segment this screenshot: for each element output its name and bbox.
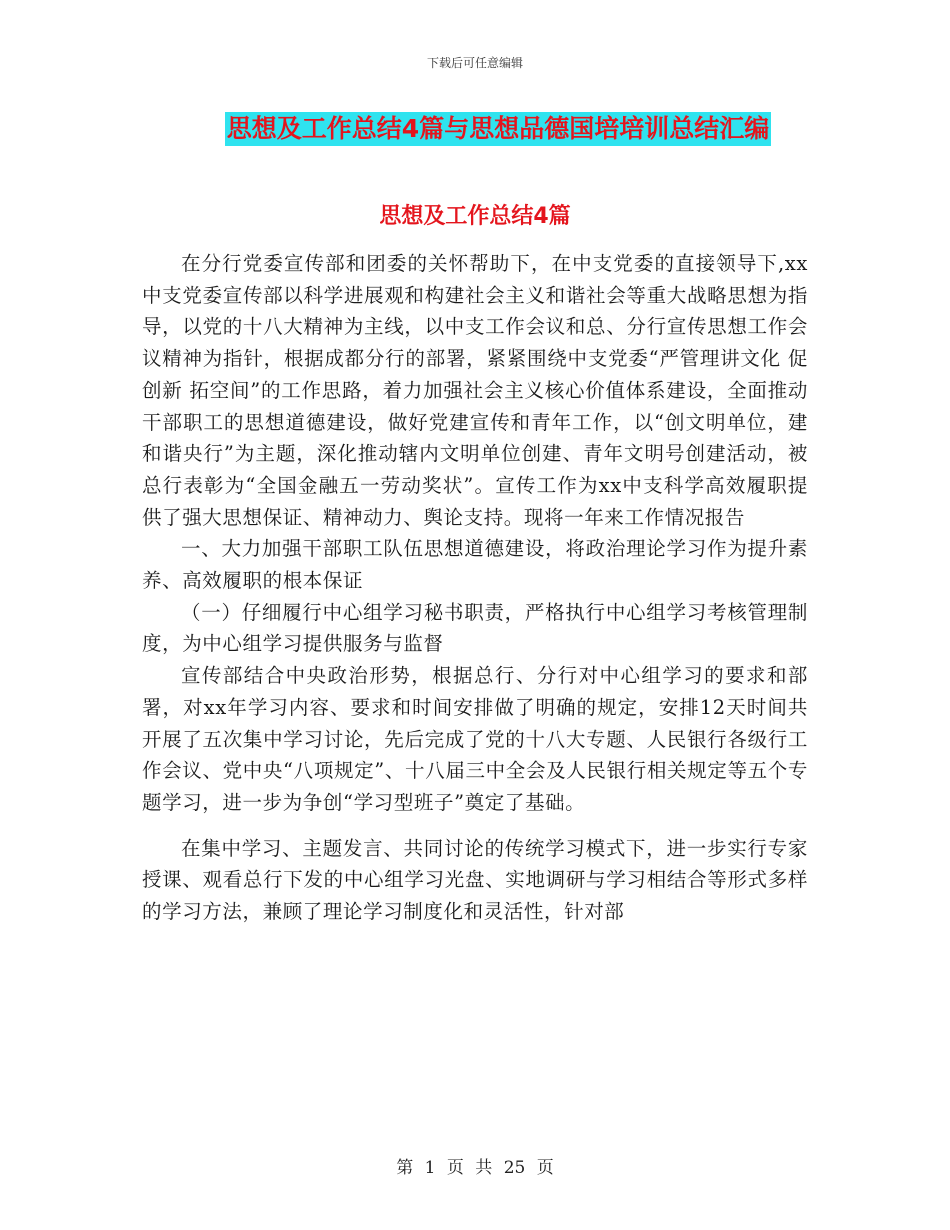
- body-paragraph: 一、大力加强干部职工队伍思想道德建设，将政治理论学习作为提升素养、高效履职的根本保证: [142, 537, 808, 593]
- document-title-container: [0, 112, 950, 146]
- body-paragraph: 宣传部结合中央政治形势，根据总行、分行对中心组学习的要求和部署，对xx年学习内容、要求和时间安排做了明确的规定，安排12天时间共开展了五次集中学习讨论，先后完成了党的十八大专题、人民银行各级行工作会议、党中央“八项规定”、十八届三中全会及人民银行相关规定等五个专题学习，进一步为争创“学习型班子”奠定了基础。: [142, 664, 808, 814]
- page-header-note: 下载后可任意编辑: [426, 56, 523, 70]
- document-body: [142, 248, 808, 928]
- section-title: 思想及工作总结4篇: [379, 204, 571, 229]
- body-paragraph: （一）仔细履行中心组学习秘书职责，严格执行中心组学习考核管理制度，为中心组学习提供服务与监督: [142, 600, 808, 656]
- body-paragraph: 在集中学习、主题发言、共同讨论的传统学习模式下，进一步实行专家授课、观看总行下发的中心组学习光盘、实地调研与学习相结合等形式多样的学习方法，兼顾了理论学习制度化和灵活性，针对部: [142, 836, 808, 924]
- document-title: 思想及工作总结4篇与思想品德国培培训总结汇编: [225, 112, 771, 146]
- page-number-footer: 第 1 页 共 25 页: [396, 1158, 554, 1178]
- body-paragraph: 在分行党委宣传部和团委的关怀帮助下，在中支党委的直接领导下,xx中支党委宣传部以科学进展观和构建社会主义和谐社会等重大战略思想为指导，以党的十八大精神为主线，以中支工作会议和总、分行宣传思想工作会议精神为指针，根据成都分行的部署，紧紧围绕中支党委“严管理讲文化 促创新 拓空间”的工作思路，着力加强社会主义核心价值体系建设，全面推动干部职工的思想道德建设，做好党建宣传和青年工作，以“创文明单位，建和谐央行”为主题，深化推动辖内文明单位创建、青年文明号创建活动，被总行表彰为“全国金融五一劳动奖状”。宣传工作为xx中支科学高效履职提供了强大思想保证、精神动力、舆论支持。现将一年来工作情况报告: [142, 252, 808, 529]
